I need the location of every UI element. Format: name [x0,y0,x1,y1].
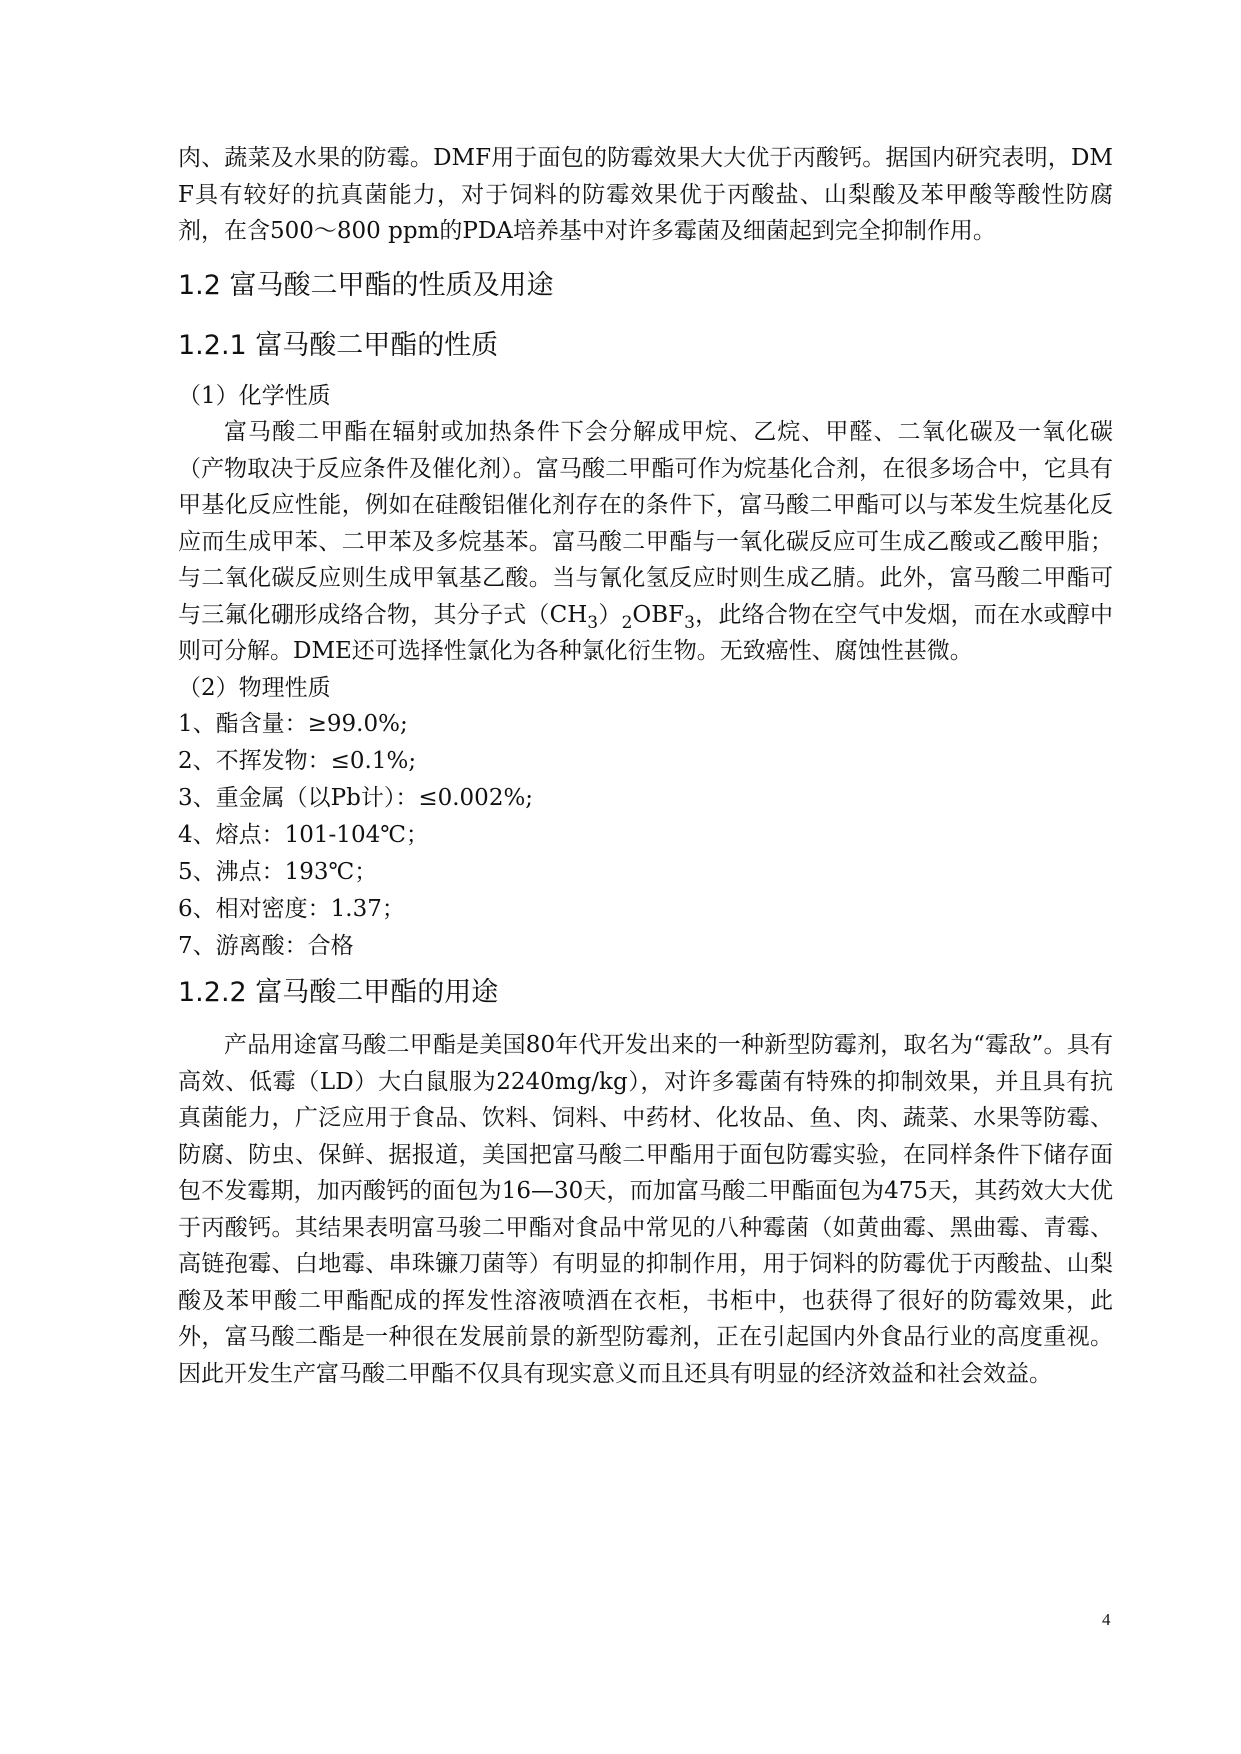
uses-heading: 1.2.2 富马酸二甲酯的用途 [178,977,499,1008]
list-item: 1、酯含量：≥99.0%; [178,711,408,737]
document-page [178,140,1113,1392]
list-item: 5、沸点：193℃； [178,859,378,885]
chemical-text-part1: 富马酸二甲酯在辐射或加热条件下会分解成甲烷、乙烷、甲醛、二氧化碳及一氧化碳（产物取决于反应条件及催化剂）。富马酸二甲酯可作为烷基化合剂，在很多场合中，它具有甲基化反应性能，例如在硅酸铝催化剂存在的条件下，富马酸二甲酯可以与苯发生烷基化反应而生成甲苯、二甲苯及多烷基苯。富马酸二甲酯与一氧化碳反应可生成乙酸或乙酸甲脂；与二氧化碳反应则生成甲氧基乙酸。当与氰化氢反应时则生成乙腈。此外，富马酸二甲酯可与三氟化硼形成络合物，其分子式（CH [178,419,1113,628]
intro-paragraph: 肉、蔬菜及水果的防霉。DMF用于面包的防霉效果大大优于丙酸钙。据国内研究表明，DMF具有较好的抗真菌能力，对于饲料的防霉效果优于丙酸盐、山梨酸及苯甲酸等酸性防腐剂，在含500～800 ppm的PDA培养基中对许多霉菌及细菌起到完全抑制作用。 [178,145,1113,244]
uses-paragraph: 产品用途富马酸二甲酯是美国80年代开发出来的一种新型防霉剂，取名为“霉敌”。具有高效、低霉（LD）大白鼠服为2240mg/kg），对许多霉菌有特殊的抑制效果，并且具有抗真菌能力，广泛应用于食品、饮料、饲料、中药材、化妆品、鱼、肉、蔬菜、水果等防霉、防腐、防虫、保鲜、据报道，美国把富马酸二甲酯用于面包防霉实验，在同样条件下储存面包不发霉期，加丙酸钙的面包为16—30天，而加富马酸二甲酯面包为475天，其药效大大优于丙酸钙。其结果表明富马骏二甲酯对食品中常见的八种霉菌（如黄曲霉、黑曲霉、青霉、高链孢霉、白地霉、串珠镰刀菌等）有明显的抑制作用，用于饲料的防霉优于丙酸盐、山梨酸及苯甲酸二甲酯配成的挥发性溶液喷酒在衣柜，书柜中，也获得了很好的防霉效果，此外，富马酸二酯是一种很在发展前景的新型防霉剂，正在引起国内外食品行业的高度重视。因此开发生产富马酸二甲酯不仅具有现实意义而且还具有明显的经济效益和社会效益。 [178,1032,1113,1387]
list-item: 6、相对密度：1.37； [178,896,405,922]
physical-properties-list [178,706,1113,965]
page-number: 4 [1102,1610,1111,1629]
formula-mid-1: ） [598,601,622,628]
formula-subscript-2: 2 [621,612,633,633]
chemical-properties-label: （1）化学性质 [178,382,331,409]
list-item: 2、不挥发物：≤0.1%; [178,748,417,774]
properties-heading: 1.2.1 富马酸二甲酯的性质 [178,329,499,361]
list-item: 3、重金属（以Pb计）：≤0.002%; [178,785,534,811]
formula-subscript-1: 3 [587,612,599,633]
list-item: 7、游离酸：合格 [178,933,354,959]
chemical-properties-paragraph [178,414,1113,670]
section-heading: 1.2 富马酸二甲酯的性质及用途 [178,269,554,301]
formula-subscript-3: 3 [684,612,695,633]
physical-properties-label: （2）物理性质 [178,674,331,701]
chemical-text-part2: ，此络合物在空气中发烟，而在水或醇中则可分解。DME还可选择性氯化为各种氯化衍生物。无致癌性、腐蚀性甚微。 [178,601,1114,664]
list-item: 4、熔点：101-104℃； [178,822,429,848]
formula-mid-2: OBF [632,601,685,628]
